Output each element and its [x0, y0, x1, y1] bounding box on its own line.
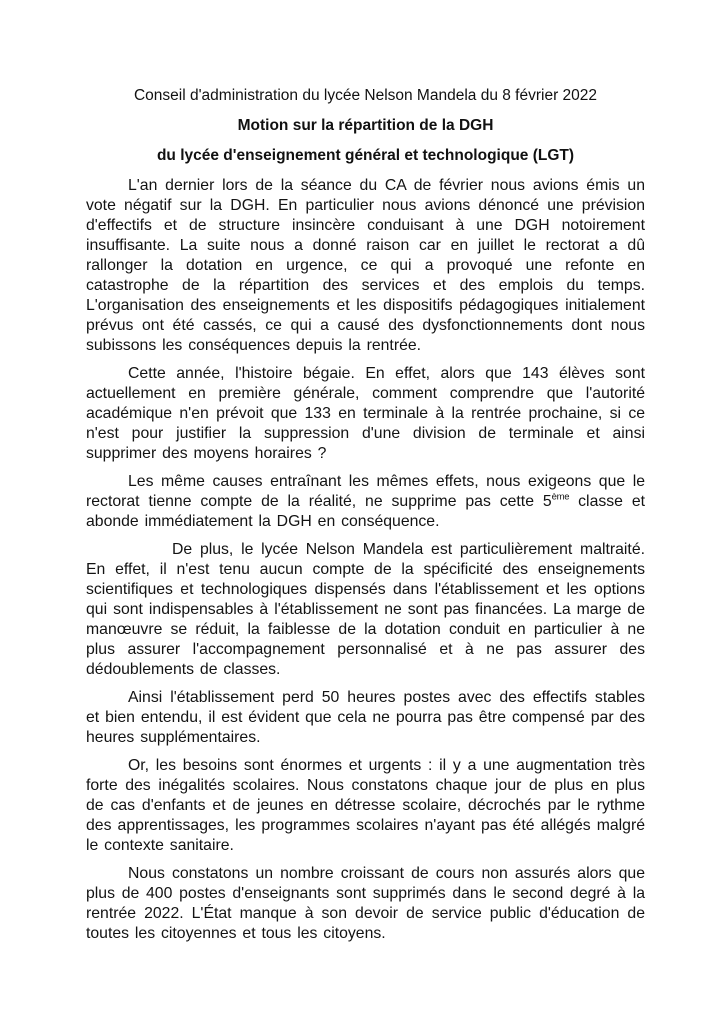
document-subtitle-motion: Motion sur la répartition de la DGH: [237, 117, 494, 134]
document-header: [86, 86, 645, 166]
document-subtitle-lycee: du lycée d'enseignement général et technologique (LGT): [156, 147, 575, 164]
paragraph-effectifs: Cette année, l'histoire bégaie. En effet, alors que 143 élèves sont actuellement en première générale, comment comprendre que l'autorité académique n'en prévoit que 133 en terminale à la rentrée prochaine, si ce n'est pour justifier la suppression d'une division de terminale et ainsi supprimer des moyens horaires ?: [86, 365, 645, 462]
paragraph-cours-non-assures: Nous constatons un nombre croissant de cours non assurés alors que plus de 400 postes d'enseignants sont supprimés dans le second degré à la rentrée 2022. L'État manque à son devoir de service public d'éducation de toutes les citoyennes et tous les citoyens.: [86, 865, 645, 942]
paragraph-exigence-text-before: Les même causes entraînant les mêmes effets, nous exigeons que le rectorat tienne compte de la réalité, ne supprime pas cette 5: [86, 473, 645, 510]
document-body: [86, 176, 645, 944]
document-title: Conseil d'administration du lycée Nelson Mandela du 8 février 2022: [133, 87, 598, 104]
paragraph-heures-postes: Ainsi l'établissement perd 50 heures postes avec des effectifs stables et bien entendu, il est évident que cela ne pourra pas être compensé par des heures supplémentaires.: [86, 689, 645, 746]
paragraph-dgh-history: L'an dernier lors de la séance du CA de février nous avions émis un vote négatif sur la DGH. En particulier nous avions dénoncé une prévision d'effectifs et de structure insincère conduisant à une DGH notoirement insuffisante. La suite nous a donné raison car en juillet le rectorat a dû rallonger la dotation en urgence, ce qui a provoqué une refonte en catastrophe de la répartition des services et des emplois du temps. L'organisation des enseignements et les dispositifs pédagogiques initialement prévus ont été cassés, ce qui a causé des dysfonctionnements dont nous subissons les conséquences depuis la rentrée.: [86, 177, 645, 354]
paragraph-exigence-text-after: classe et abonde immédiatement la DGH en conséquence.: [86, 493, 646, 530]
paragraph-maltraite: De plus, le lycée Nelson Mandela est particulièrement maltraité. En effet, il n'est tenu aucun compte de la spécificité des enseignements scientifiques et technologiques dispensés dans l'établissement et les options qui sont indispensables à l'établissement ne sont pas financées. La marge de manœuvre se réduit, la faiblesse de la dotation conduit en particulier à ne plus assurer l'accompagnement personnalisé et à ne pas assurer des dédoublements de classes.: [86, 541, 645, 678]
paragraph-besoins: Or, les besoins sont énormes et urgents : il y a une augmentation très forte des inégalités scolaires. Nous constatons chaque jour de plus en plus de cas d'enfants et de jeunes en détresse scolaire, décrochés par le rythme des apprentissages, les programmes scolaires n'ayant pas été allégés malgré le contexte sanitaire.: [86, 757, 645, 854]
paragraph-exigence: [86, 472, 645, 532]
ordinal-superscript: ème: [551, 491, 570, 503]
